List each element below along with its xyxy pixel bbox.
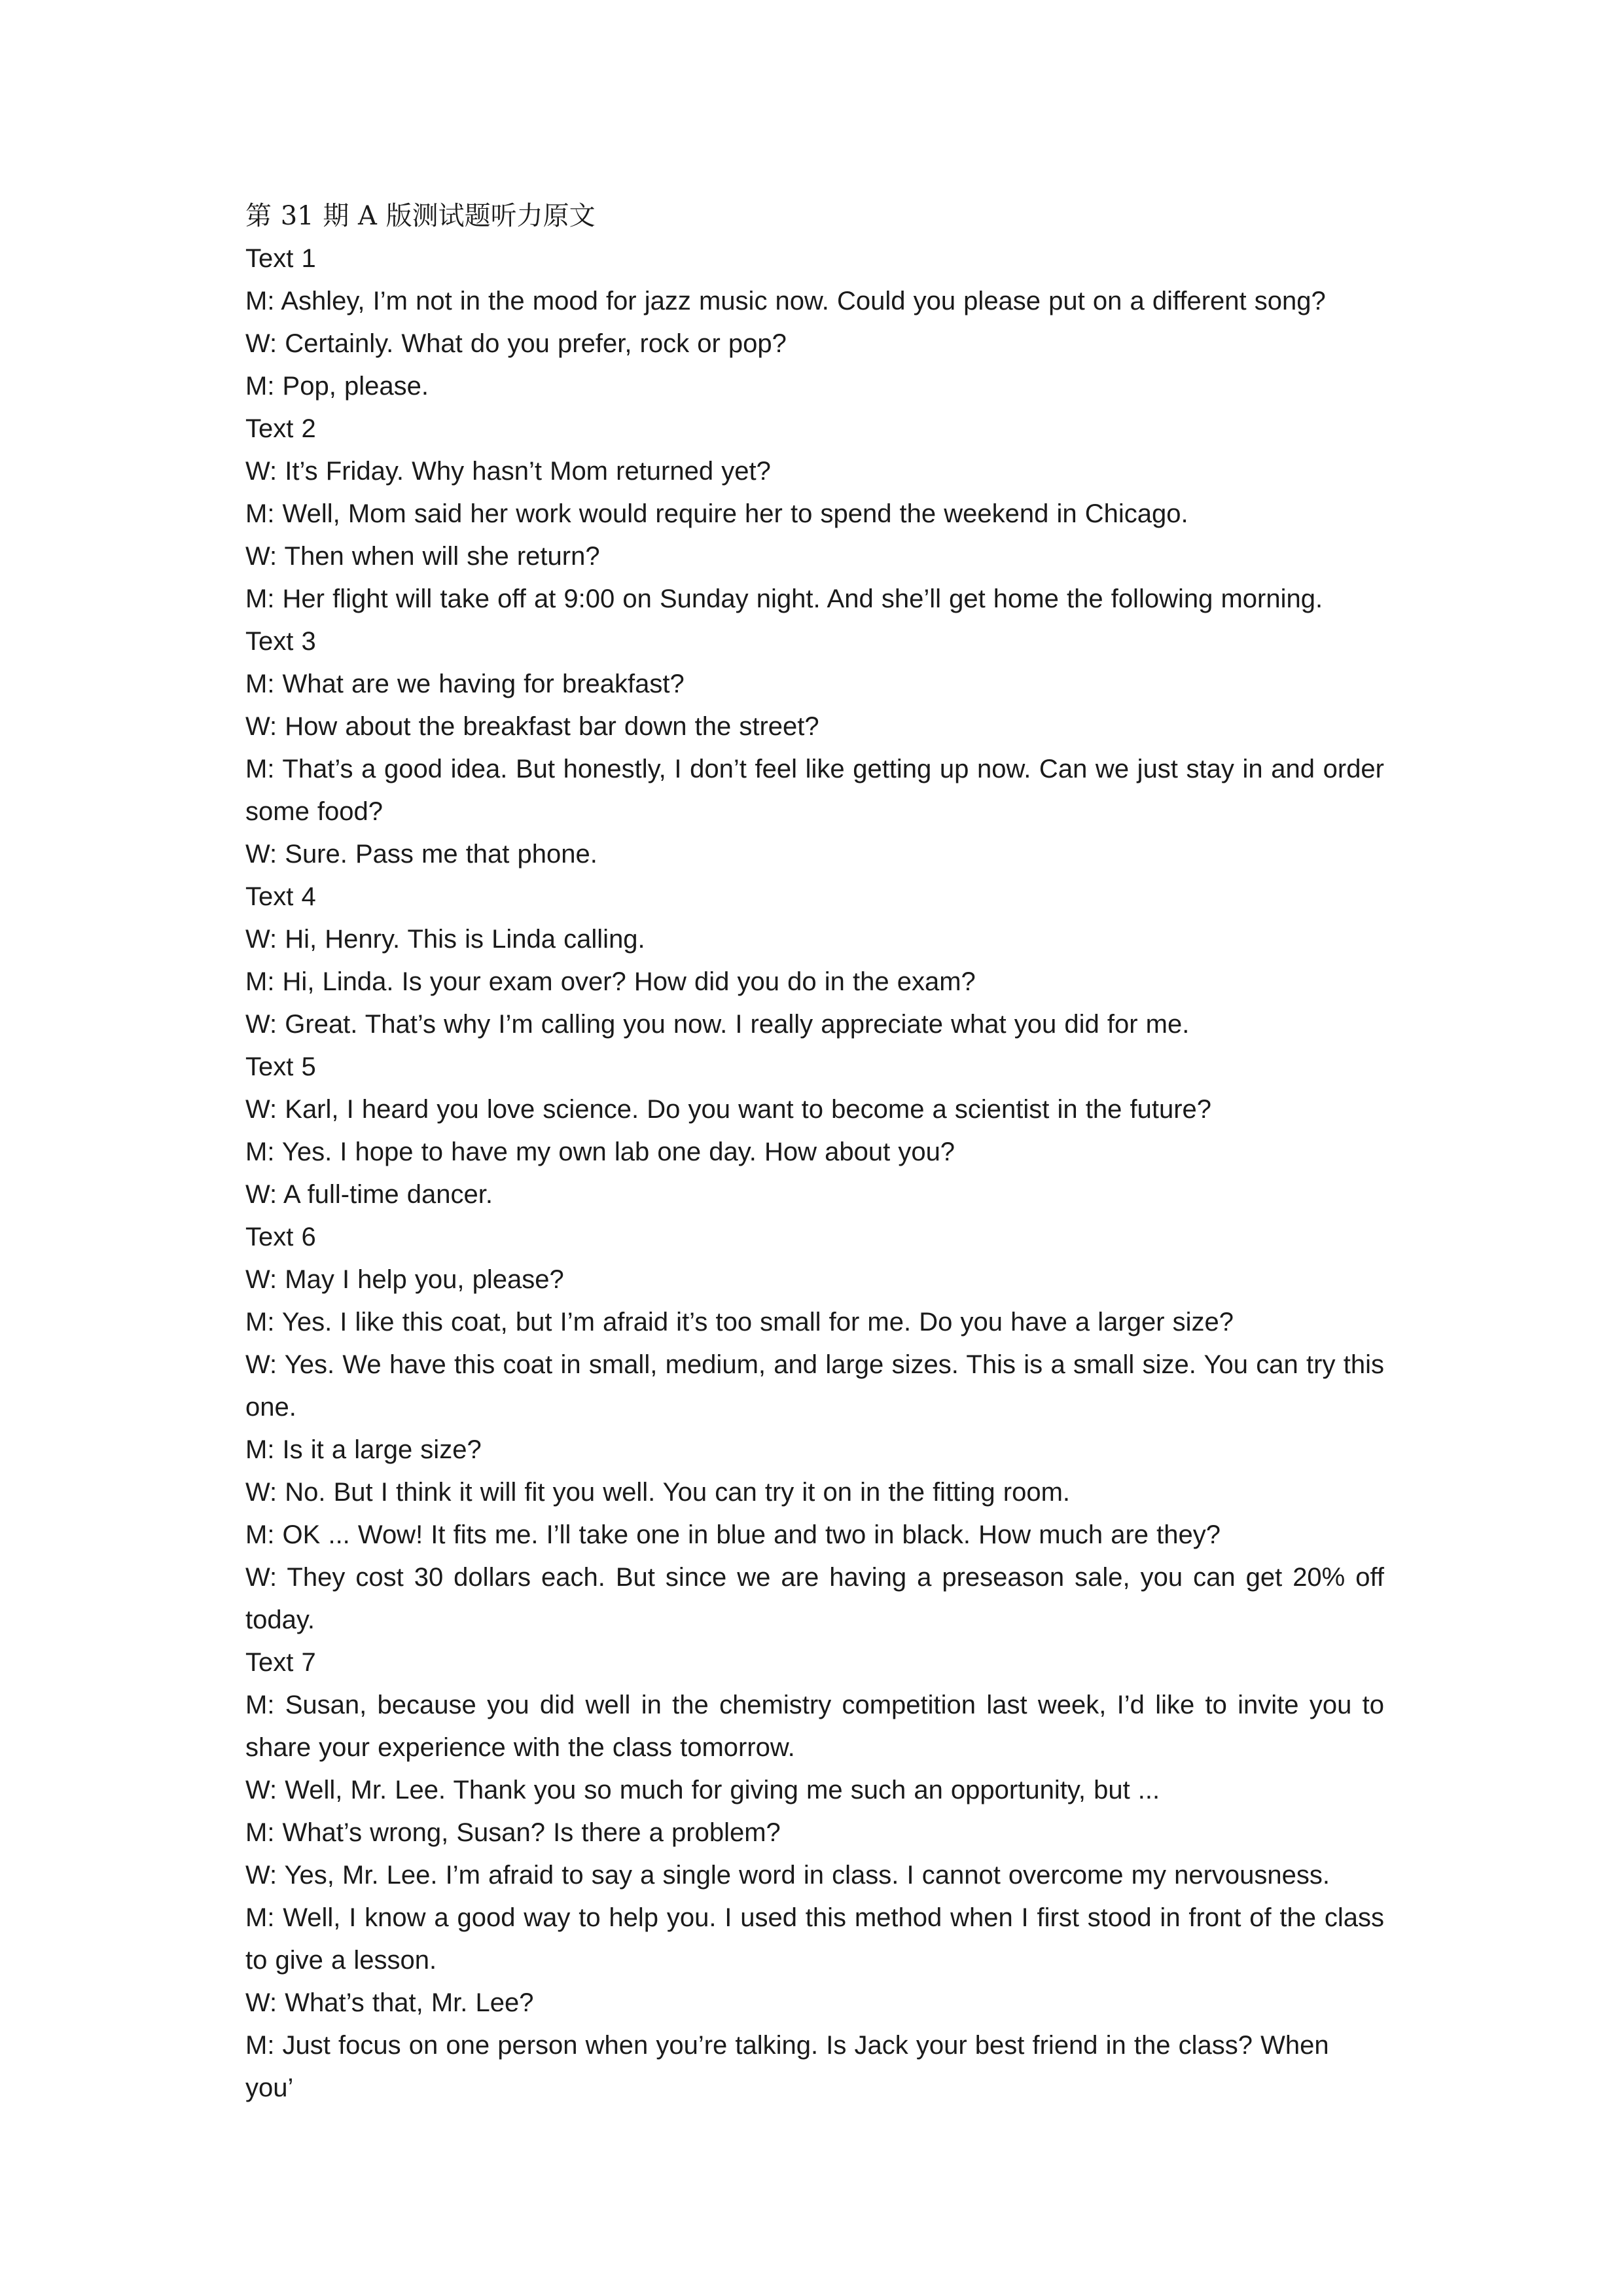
dialogue-line: M: Is it a large size? [245,1435,482,1464]
section-heading-text-5: Text 5 [245,1052,316,1081]
dialogue-line: W: How about the breakfast bar down the street? [245,712,819,741]
dialogue-line: W: Then when will she return? [245,542,600,571]
dialogue-line: W: They cost 30 dollars each. But since we are having a preseason sale, you can get 20% off today. [245,1563,1384,1634]
dialogue-line: W: No. But I think it will fit you well. You can try it on in the fitting room. [245,1478,1071,1507]
dialogue-line: W: A full-time dancer. [245,1180,493,1209]
section-heading-text-1: Text 1 [245,244,316,273]
dialogue-line: M: Just focus on one person when you’re talking. Is Jack your best friend in the class? When you’ [245,2031,1329,2102]
dialogue-line: M: What are we having for breakfast? [245,670,685,698]
section-heading-text-2: Text 2 [245,414,316,443]
dialogue-line: M: Ashley, I’m not in the mood for jazz music now. Could you please put on a different song? [245,287,1326,315]
dialogue-line: M: Her flight will take off at 9:00 on Sunday night. And she’ll get home the following morning. [245,584,1323,613]
dialogue-line: W: Certainly. What do you prefer, rock or pop? [245,329,787,358]
dialogue-line: W: It’s Friday. Why hasn’t Mom returned yet? [245,457,771,486]
dialogue-line: W: Yes. We have this coat in small, medium, and large sizes. This is a small size. You can try this one. [245,1350,1384,1422]
section-heading-text-4: Text 4 [245,882,316,911]
dialogue-line: M: That’s a good idea. But honestly, I don’t feel like getting up now. Can we just stay in and order some food? [245,755,1384,826]
dialogue-line: W: Karl, I heard you love science. Do you want to become a scientist in the future? [245,1095,1212,1124]
section-heading-text-6: Text 6 [245,1223,316,1251]
dialogue-line: W: May I help you, please? [245,1265,564,1294]
dialogue-line: W: Sure. Pass me that phone. [245,840,597,869]
dialogue-line: M: Well, I know a good way to help you. I used this method when I first stood in front of the class to give a lesson. [245,1903,1384,1975]
dialogue-line: M: Yes. I hope to have my own lab one day. How about you? [245,1138,955,1166]
dialogue-line: M: OK ... Wow! It fits me. I’ll take one in blue and two in black. How much are they? [245,1520,1221,1549]
dialogue-line: W: Yes, Mr. Lee. I’m afraid to say a single word in class. I cannot overcome my nervousness. [245,1861,1330,1890]
dialogue-line: M: Well, Mom said her work would require her to spend the weekend in Chicago. [245,499,1188,528]
dialogue-line: W: Great. That’s why I’m calling you now. I really appreciate what you did for me. [245,1010,1190,1039]
dialogue-line: M: What’s wrong, Susan? Is there a problem? [245,1818,781,1847]
dialogue-line: M: Hi, Linda. Is your exam over? How did you do in the exam? [245,967,976,996]
dialogue-line: W: What’s that, Mr. Lee? [245,1988,534,2017]
dialogue-line: W: Well, Mr. Lee. Thank you so much for giving me such an opportunity, but ... [245,1776,1160,1804]
dialogue-line: W: Hi, Henry. This is Linda calling. [245,925,645,954]
document-body [245,195,1384,2109]
dialogue-line: M: Yes. I like this coat, but I’m afraid it’s too small for me. Do you have a larger size? [245,1308,1234,1336]
section-heading-text-3: Text 3 [245,627,316,656]
document-title: 第 31 期 A 版测试题听力原文 [245,201,596,231]
dialogue-line: M: Pop, please. [245,372,429,401]
dialogue-line: M: Susan, because you did well in the chemistry competition last week, I’d like to invite you to share your experience with the class tomorrow. [245,1691,1384,1762]
section-heading-text-7: Text 7 [245,1648,316,1677]
